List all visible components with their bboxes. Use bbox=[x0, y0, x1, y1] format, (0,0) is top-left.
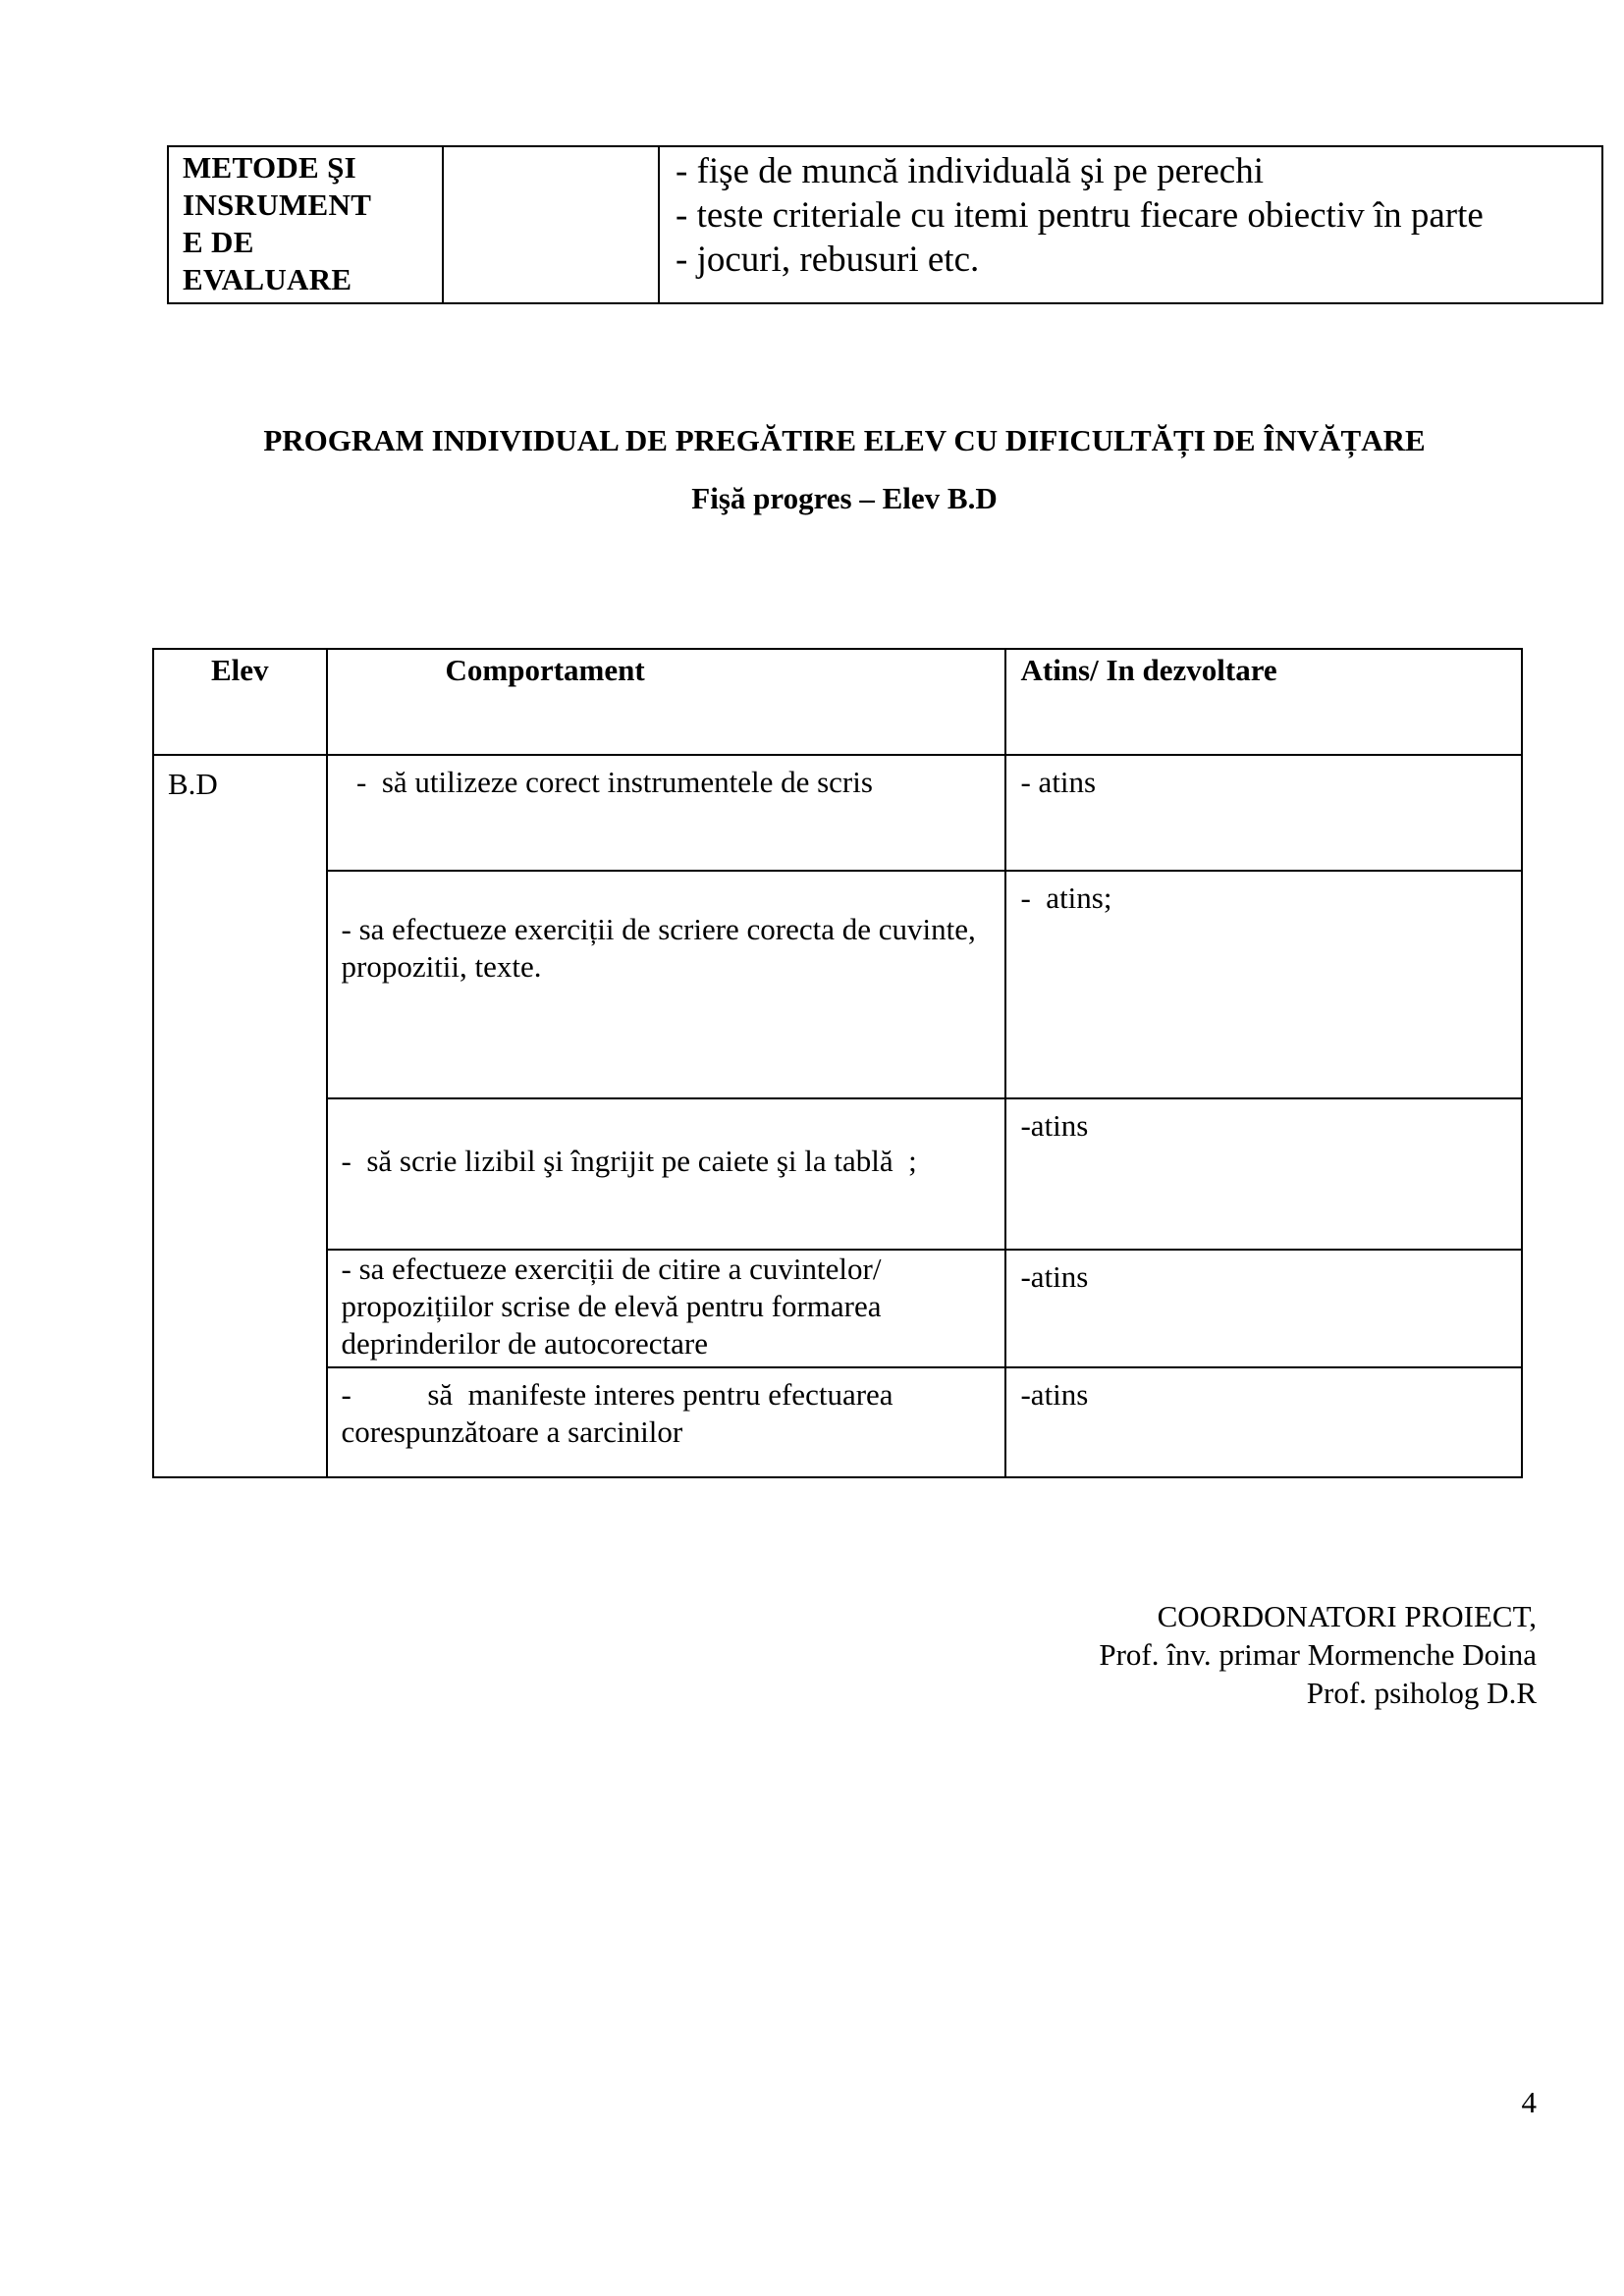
evaluation-label-line: EVALUARE bbox=[183, 262, 352, 296]
status-cell: - atins bbox=[1005, 755, 1522, 871]
evaluation-item: - teste criteriale cu itemi pentru fiecare obiectiv în parte bbox=[676, 195, 1484, 236]
evaluation-item: - fişe de muncă individuală şi pe perechi bbox=[676, 151, 1264, 191]
table-row bbox=[153, 1098, 1522, 1250]
evaluation-methods-table bbox=[167, 145, 1603, 304]
evaluation-empty-cell bbox=[443, 146, 659, 303]
status-cell: - atins; bbox=[1005, 871, 1522, 1098]
table-row bbox=[153, 1367, 1522, 1477]
page-subtitle: Fişă progres – Elev B.D bbox=[691, 481, 998, 515]
evaluation-label-line: E DE bbox=[183, 225, 254, 259]
page-number: 4 bbox=[1521, 2085, 1537, 2119]
column-header-status: Atins/ In dezvoltare bbox=[1005, 649, 1522, 755]
evaluation-label-line: METODE ŞI bbox=[183, 150, 356, 185]
signature-coordinator-psychologist: Prof. psiholog D.R bbox=[1306, 1676, 1537, 1710]
behavior-cell: - sa efectueze exerciții de scriere corecta de cuvinte, propozitii, texte. bbox=[327, 871, 1006, 1098]
page-title: PROGRAM INDIVIDUAL DE PREGĂTIRE ELEV CU DIFICULTĂȚI DE ÎNVĂȚARE bbox=[263, 423, 1426, 457]
status-cell: -atins bbox=[1005, 1367, 1522, 1477]
column-header-behavior: Comportament bbox=[327, 649, 1006, 755]
evaluation-row bbox=[168, 146, 1602, 303]
behavior-cell: - să scrie lizibil şi îngrijit pe caiete şi la tablă ; bbox=[327, 1098, 1006, 1250]
column-header-student: Elev bbox=[153, 649, 327, 755]
table-row bbox=[153, 871, 1522, 1098]
evaluation-items-cell bbox=[659, 146, 1602, 303]
signature-heading: COORDONATORI PROIECT, bbox=[1157, 1599, 1537, 1633]
evaluation-label-line: INSRUMENT bbox=[183, 187, 372, 222]
signature-coordinator-teacher: Prof. înv. primar Mormenche Doina bbox=[1099, 1637, 1537, 1672]
behavior-cell: - sa efectueze exerciții de citire a cuvintelor/ propozițiilor scrise de elevă pentru formarea deprinderilor de autocorectare bbox=[327, 1250, 1006, 1367]
table-header-row bbox=[153, 649, 1522, 755]
student-name-cell: B.D bbox=[153, 755, 327, 1477]
status-cell: -atins bbox=[1005, 1098, 1522, 1250]
evaluation-item: - jocuri, rebusuri etc. bbox=[676, 240, 980, 280]
behavior-cell: - să utilizeze corect instrumentele de scris bbox=[327, 755, 1006, 871]
behavior-cell: - să manifeste interes pentru efectuarea corespunzătoare a sarcinilor bbox=[327, 1367, 1006, 1477]
table-row bbox=[153, 755, 1522, 871]
progress-table bbox=[152, 648, 1523, 1478]
status-cell: -atins bbox=[1005, 1250, 1522, 1367]
evaluation-label-cell bbox=[168, 146, 443, 303]
table-row bbox=[153, 1250, 1522, 1367]
